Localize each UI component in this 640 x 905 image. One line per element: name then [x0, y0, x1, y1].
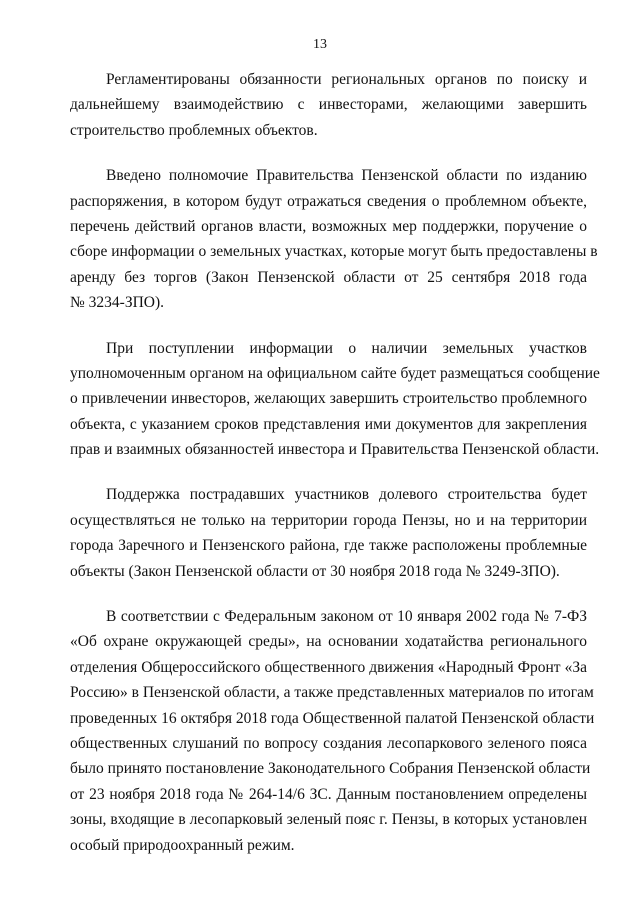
text-line: прав и взаимных обязанностей инвестора и Правительства Пензенской области. [70, 441, 600, 459]
text-line: При поступлении информации о наличии земельных участков [106, 339, 587, 357]
text-line: дальнейшему взаимодействию с инвесторами, желающими завершить [70, 96, 587, 114]
text-line: города Заречного и Пензенского района, где также расположены проблемные [70, 537, 587, 555]
text-line: аренду без торгов (Закон Пензенской области от 25 сентября 2018 года [70, 268, 587, 286]
document-body [70, 67, 600, 878]
text-line: Россию» в Пензенской области, а также представленных материалов по итогам [70, 684, 594, 702]
text-line: «Об охране окружающей среды», на основании ходатайства регионального [70, 633, 587, 651]
text-line: осуществляться не только на территории города Пензы, но и на территории [70, 511, 587, 529]
text-line: объекты (Закон Пензенской области от 30 ноября 2018 года № 3249-ЗПО). [70, 562, 560, 580]
text-line: распоряжения, в котором будут отражаться сведения о проблемном объекте, [70, 192, 587, 210]
paragraph [70, 482, 587, 584]
text-line: отделения Общероссийского общественного движения «Народный Фронт «За [70, 658, 587, 676]
text-line: особый природоохранный режим. [70, 836, 295, 854]
text-line: общественных слушаний по вопросу создания лесопаркового зеленого пояса [70, 734, 587, 752]
paragraph [70, 67, 587, 143]
text-line: объекта, с указанием сроков представления ими документов для закрепления [70, 415, 587, 433]
text-line: Введено полномочие Правительства Пензенской области по изданию [106, 167, 587, 185]
text-line: № 3234-ЗПО). [70, 294, 165, 312]
text-line: уполномоченным органом на официальном сайте будет размещаться сообщение [70, 364, 600, 382]
text-line: В соответствии с Федеральным законом от 10 января 2002 года № 7-ФЗ [106, 608, 587, 626]
text-line: от 23 ноября 2018 года № 264-14/6 ЗС. Данным постановлением определены [70, 785, 587, 803]
paragraph [70, 604, 595, 858]
text-line: строительство проблемных объектов. [70, 121, 318, 139]
text-line: о привлечении инвесторов, желающих завершить строительство проблемного [70, 390, 587, 408]
paragraph [70, 163, 598, 315]
text-line: перечень действий органов власти, возможных мер поддержки, поручение о [70, 217, 587, 235]
text-line: было принято постановление Законодательного Собрания Пензенской области [70, 760, 591, 778]
text-line: проведенных 16 октября 2018 года Общественной палатой Пензенской области [70, 709, 595, 727]
text-line: сборе информации о земельных участках, которые могут быть предоставлены в [70, 243, 598, 261]
text-line: Регламентированы обязанности региональных органов по поиску и [106, 71, 587, 88]
text-line: зоны, входящие в лесопарковый зеленый пояс г. Пензы, в которых установлен [70, 811, 587, 829]
paragraph [70, 336, 600, 463]
page-number: 13 [313, 37, 327, 52]
text-line: Поддержка пострадавших участников долевого строительства будет [106, 486, 587, 504]
